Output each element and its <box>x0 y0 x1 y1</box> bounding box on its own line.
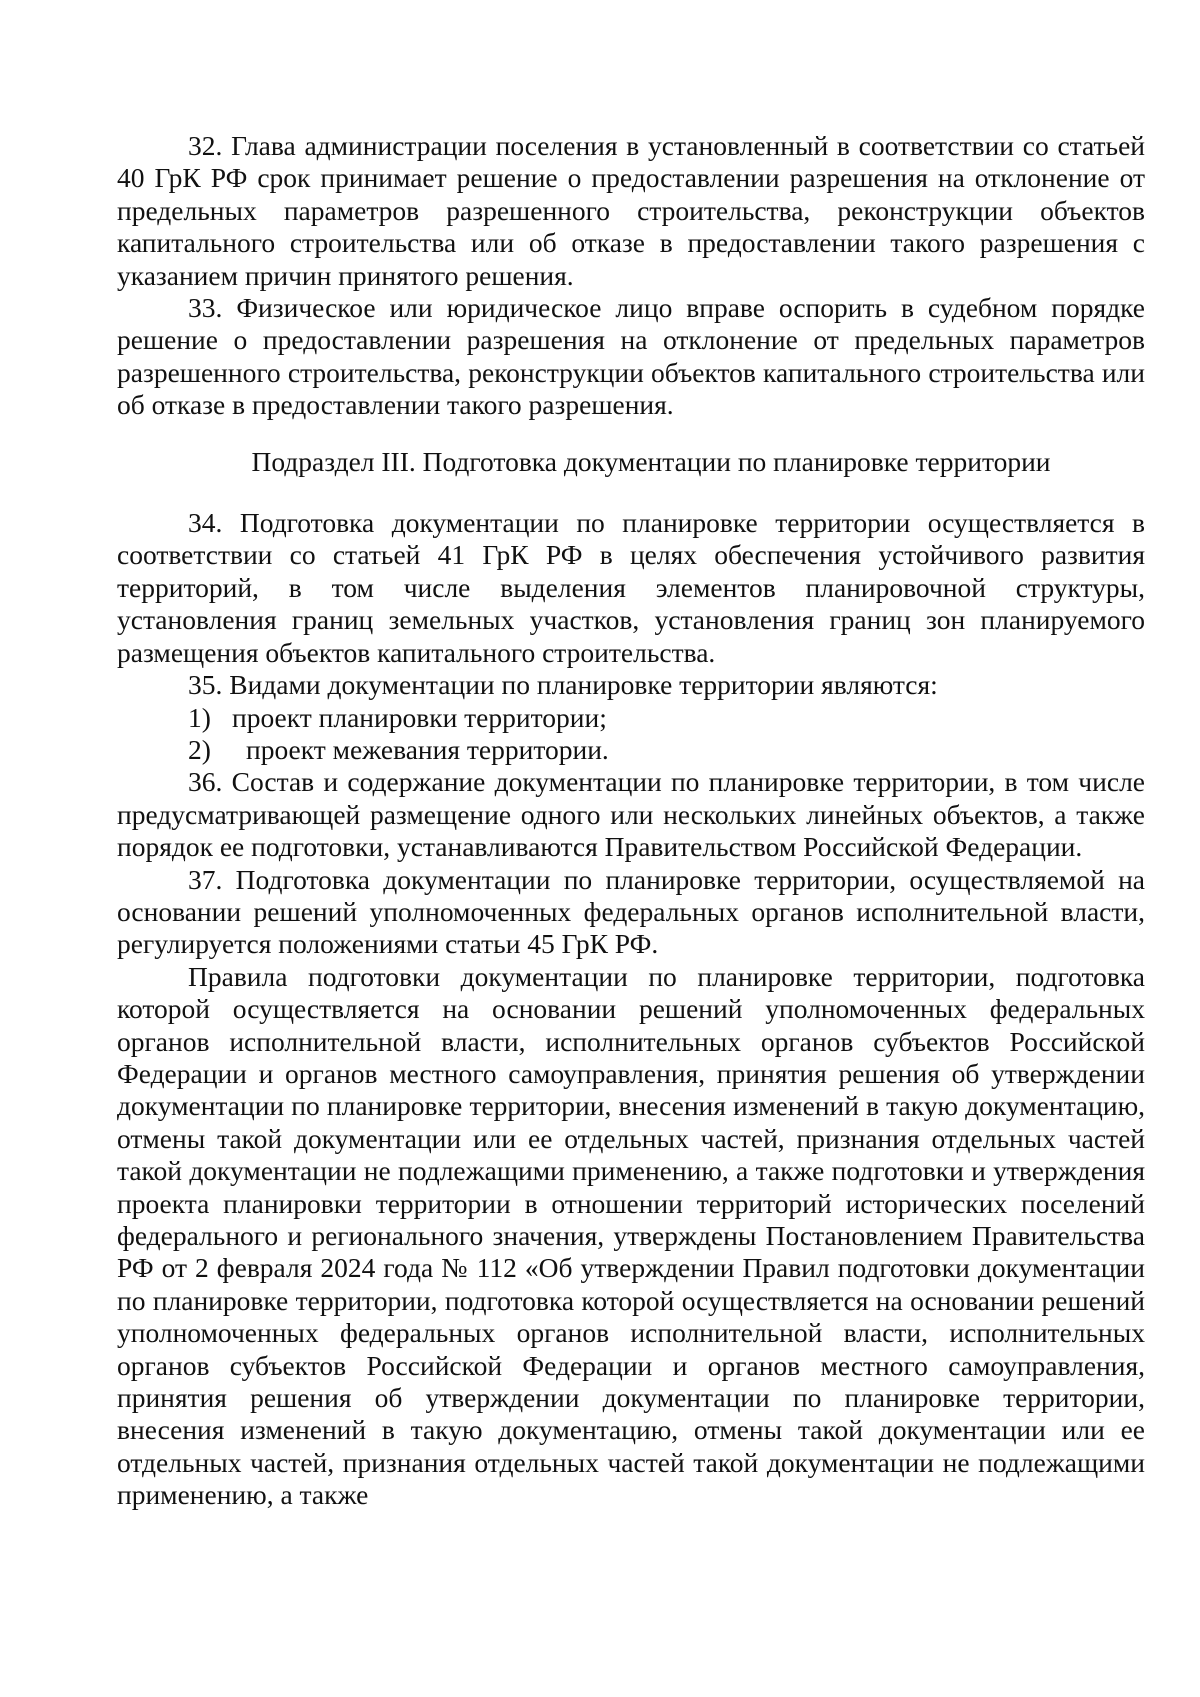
paragraph-36: 36. Состав и содержание документации по планировке территории, в том числе предусматривающей размещение одного или нескольких линейных объектов, а также порядок ее подготовки, устанавливаются Правительством Российской Федерации. <box>117 766 1145 863</box>
document-page <box>117 130 1145 1512</box>
list-text-2: проект межевания территории. <box>246 733 609 765</box>
paragraph-32: 32. Глава администрации поселения в установленный в соответствии со статьей 40 ГрК РФ срок принимает решение о предоставлении разрешения на отклонение от предельных параметров разрешенного строительства, реконструкции объектов капитального строительства или об отказе в предоставлении такого разрешения с указанием причин принятого решения. <box>117 130 1145 291</box>
subsection-heading: Подраздел III. Подготовка документации по планировке территории <box>251 445 1051 477</box>
paragraph-rules: Правила подготовки документации по планировке территории, подготовка которой осуществляется на основании решений уполномоченных федеральных органов исполнительной власти, исполнительных органов субъектов Российской Федерации и органов местного самоуправления, принятия решения об утверждении документации по планировке территории, внесения изменений в такую документацию, отмены такой документации или ее отдельных частей, признания отдельных частей такой документации не подлежащими применению, а также подготовки и утверждения проекта планировки территории в отношении территорий исторических поселений федерального и регионального значения, утверждены Постановлением Правительства РФ от 2 февраля 2024 года № 112 «Об утверждении Правил подготовки документации по планировке территории, подготовка которой осуществляется на основании решений уполномоченных федеральных органов исполнительной власти, исполнительных органов субъектов Российской Федерации и органов местного самоуправления, принятия решения об утверждении документации по планировке территории, внесения изменений в такую документацию, отмены такой документации или ее отдельных частей, признания отдельных частей такой документации не подлежащими применению, а также <box>117 960 1145 1511</box>
paragraph-33: 33. Физическое или юридическое лицо вправе оспорить в судебном порядке решение о предоставлении разрешения на отклонение от предельных параметров разрешенного строительства, реконструкции объектов капитального строительства или об отказе в предоставлении такого разрешения. <box>117 292 1145 421</box>
list-marker-1: 1) <box>188 701 211 733</box>
list-marker-2: 2) <box>188 733 211 765</box>
paragraph-34: 34. Подготовка документации по планировке территории осуществляется в соответствии со статьей 41 ГрК РФ в целях обеспечения устойчивого развития территорий, в том числе выделения элементов планировочной структуры, установления границ земельных участков, установления границ зон планируемого размещения объектов капитального строительства. <box>117 507 1145 668</box>
list-item-2 <box>117 734 1145 766</box>
list-item-1 <box>117 702 1145 734</box>
paragraph-35: 35. Видами документации по планировке территории являются: <box>188 669 938 701</box>
list-text-1: проект планировки территории; <box>232 701 607 733</box>
paragraph-37: 37. Подготовка документации по планировке территории, осуществляемой на основании решений уполномоченных федеральных органов исполнительной власти, регулируется положениями статьи 45 ГрК РФ. <box>117 863 1145 960</box>
